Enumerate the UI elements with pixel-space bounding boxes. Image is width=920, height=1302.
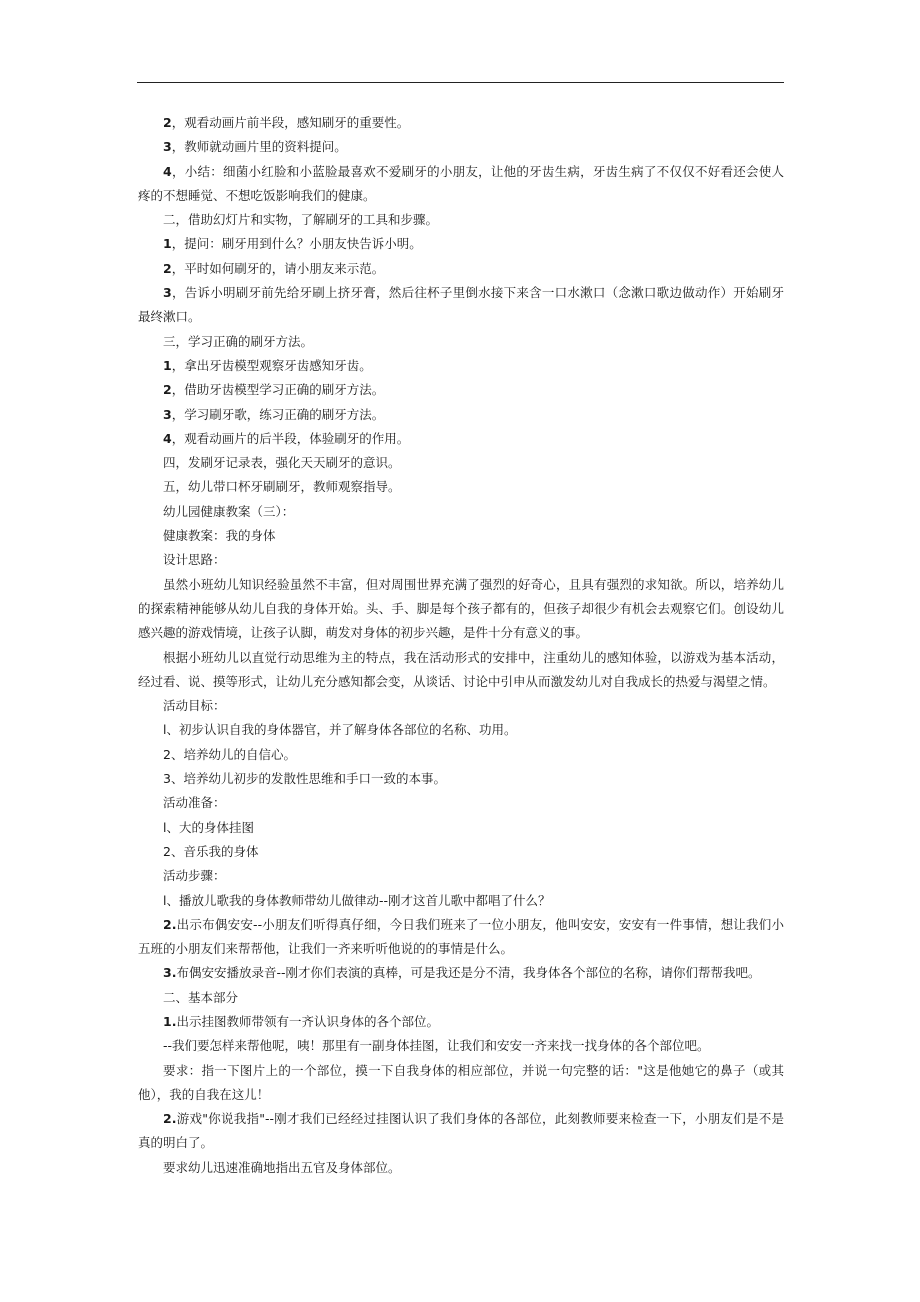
paragraph-text: 四，发刷牙记录表，强化天天刷牙的意识。 [163,455,401,471]
paragraph [138,548,784,572]
paragraph-number: 1 [163,357,172,373]
paragraph-number: 3. [163,965,177,981]
paragraph-text: l、大的身体挂图 [163,819,254,835]
paragraph-text: --我们要怎样来帮他呢，咦！那里有一副身体挂图，让我们和安安一齐来找一找身体的各个部位吧。 [163,1038,710,1054]
paragraph [138,573,784,646]
paragraph [138,451,784,475]
paragraph [138,475,784,499]
paragraph-text: 虽然小班幼儿知识经验虽然不丰富，但对周围世界充满了强烈的好奇心，且具有强烈的求知欲。所以，培养幼儿的探索精神能够从幼儿自我的身体开始。头、手、脚是每个孩子都有的，但孩子却很少有机会去观察它们。创设幼儿感兴趣的游戏情境，让孩子认脚，萌发对身体的初步兴趣，是件十分有意义的事。 [138,576,784,641]
paragraph-text: 二、基本部分 [163,989,239,1005]
paragraph [138,889,784,913]
paragraph [138,257,784,281]
paragraph-text: ，观看动画片的后半段，体验刷牙的作用。 [171,430,410,446]
paragraph-text: ，平时如何刷牙的，请小朋友来示范。 [171,260,385,276]
paragraph-number: 4 [163,430,172,446]
paragraph-text: 根据小班幼儿以直觉行动思维为主的特点，我在活动形式的安排中，注重幼儿的感知体验，以游戏为基本活动，经过看、说、摸等形式，让幼儿充分感知都会变，从谈话、讨论中引申从而激发幼儿对自我成长的热爱与渴望之情。 [138,649,784,689]
paragraph [138,232,784,256]
paragraph-text: 二，借助幻灯片和实物，了解刷牙的工具和步骤。 [163,212,439,228]
paragraph-text: ，拿出牙齿模型观察牙齿感知牙齿。 [171,357,372,373]
paragraph-number: 2 [163,382,172,398]
paragraph-text: 活动准备： [163,795,226,811]
paragraph [138,913,784,962]
paragraph [138,160,784,209]
paragraph [138,330,784,354]
paragraph-text: 要求幼儿迅速准确地指出五官及身体部位。 [163,1159,401,1175]
header-rule [137,82,784,83]
paragraph [138,1010,784,1034]
paragraph-text: ，告诉小明刷牙前先给牙刷上挤牙膏，然后往杯子里倒水接下来含一口水漱口（念漱口歌边做动作）开始刷牙最终漱口。 [138,285,784,325]
paragraph-text: 游戏"你说我指"--刚才我们已经经过挂图认识了我们身体的各部位，此刻教师要来检查一下，小朋友们是不是真的明白了。 [138,1111,784,1151]
paragraph-text: ，提问：刷牙用到什么？小朋友快告诉小明。 [171,236,422,252]
paragraph [138,718,784,742]
paragraph-text: 三，学习正确的刷牙方法。 [163,333,314,349]
paragraph [138,427,784,451]
paragraph-text: ，借助牙齿模型学习正确的刷牙方法。 [171,382,385,398]
paragraph [138,816,784,840]
paragraph [138,500,784,524]
paragraph-text: 设计思路： [163,552,226,568]
paragraph-number: 1 [163,236,172,252]
paragraph-text: 幼儿园健康教案（三）： [163,503,295,519]
paragraph-text: 要求：指一下图片上的一个部位，摸一下自我身体的相应部位，并说一句完整的话："这是他她它的鼻子（或其他），我的自我在这儿！ [138,1062,784,1102]
paragraph-text: 布偶安安播放录音--刚才你们表演的真棒，可是我还是分不清，我身体各个部位的名称，请你们帮帮我吧。 [176,965,761,981]
paragraph [138,281,784,330]
paragraph-text: 2、音乐我的身体 [163,843,259,859]
paragraph-number: 3 [163,139,172,155]
paragraph-number: 2. [163,1111,177,1127]
paragraph [138,1059,784,1108]
paragraph-text: 3、培养幼儿初步的发散性思维和手口一致的本事。 [163,771,446,787]
paragraph [138,840,784,864]
paragraph-text: 健康教案：我的身体 [163,528,276,544]
paragraph [138,961,784,985]
paragraph [138,1107,784,1156]
paragraph [138,135,784,159]
paragraph [138,646,784,695]
paragraph [138,354,784,378]
paragraph [138,111,784,135]
paragraph-text: 出示布偶安安--小朋友们听得真仔细，今日我们班来了一位小朋友，他叫安安，安安有一件事情，想让我们小五班的小朋友们来帮帮他，让我们一齐来听听他说的的事情是什么。 [138,916,784,957]
paragraph-number: 2 [163,260,172,276]
paragraph [138,208,784,232]
paragraph-text: 五，幼儿带口杯牙刷刷牙，教师观察指导。 [163,479,401,495]
paragraph [138,986,784,1010]
paragraph [138,1034,784,1058]
paragraph-text: 活动目标： [163,698,226,714]
paragraph [138,864,784,888]
paragraph-text: 出示挂图教师带领有一齐认识身体的各个部位。 [176,1013,439,1029]
paragraph-text: ，学习刷牙歌，练习正确的刷牙方法。 [171,406,385,422]
paragraph-number: 2 [163,115,172,130]
paragraph-text: l、播放儿歌我的身体教师带幼儿做律动--刚才这首儿歌中都唱了什么？ [163,892,551,908]
paragraph-number: 3 [163,406,172,422]
paragraph-text: l、初步认识自我的身体器官，并了解身体各部位的名称、功用。 [163,722,517,738]
document-body [138,111,784,1180]
paragraph [138,743,784,767]
paragraph-number: 4 [163,163,172,179]
paragraph-text: ，小结：细菌小红脸和小蓝脸最喜欢不爱刷牙的小朋友，让他的牙齿生病，牙齿生病了不仅仅不好看还会使人疼的不想睡觉、不想吃饭影响我们的健康。 [138,163,784,203]
paragraph-text: ，观看动画片前半段，感知刷牙的重要性。 [171,115,410,130]
paragraph [138,1156,784,1180]
paragraph [138,767,784,791]
paragraph-number: 3 [163,285,172,301]
paragraph-number: 2. [163,916,177,932]
paragraph-text: 活动步骤： [163,868,226,884]
paragraph [138,791,784,815]
paragraph-text: ，教师就动画片里的资料提问。 [171,139,347,155]
paragraph-number: 1. [163,1013,177,1029]
paragraph [138,694,784,718]
paragraph-text: 2、培养幼儿的自信心。 [163,746,296,762]
paragraph [138,378,784,402]
paragraph [138,403,784,427]
paragraph [138,524,784,548]
